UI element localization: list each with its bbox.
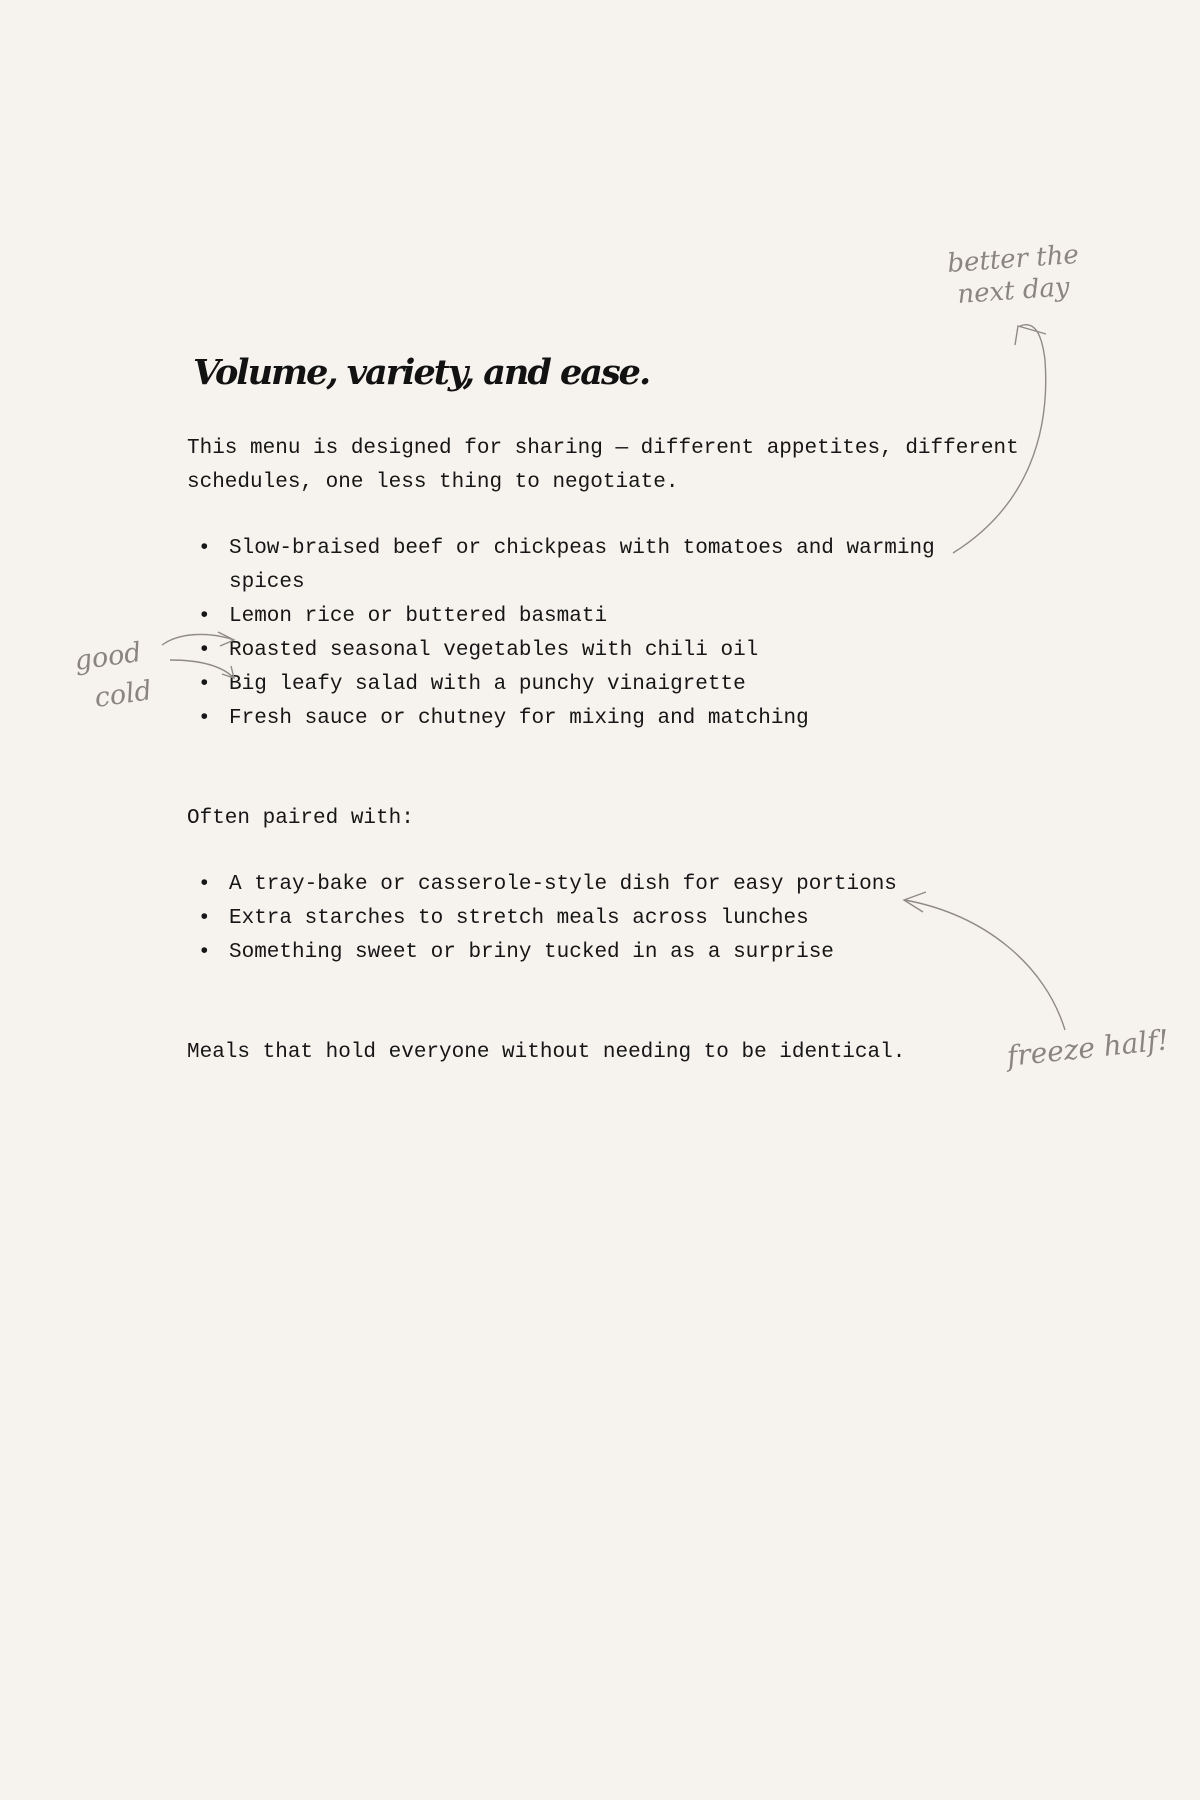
menu-list — [187, 532, 1047, 736]
paired-list — [187, 868, 1047, 970]
note-good-line2: cold — [92, 675, 154, 714]
paired-item: • A tray-bake or casserole-style dish for easy portions — [187, 868, 989, 902]
menu-item: • Roasted seasonal vegetables with chili oil — [187, 634, 989, 668]
note-better-line1: better the — [946, 239, 1080, 279]
menu-item: • Big leafy salad with a punchy vinaigrette — [187, 668, 989, 702]
menu-content — [187, 346, 1047, 1070]
menu-item: • Slow-braised beef or chickpeas with tomatoes and warming spices — [187, 532, 989, 600]
menu-item: • Lemon rice or buttered basmati — [187, 600, 989, 634]
intro-paragraph: This menu is designed for sharing — different appetites, different schedules, one less thing to negotiate. — [187, 437, 1019, 494]
note-better-line2: next day — [956, 272, 1071, 310]
paired-item: • Something sweet or briny tucked in as a surprise — [187, 936, 989, 970]
paired-lead: Often paired with: — [187, 807, 414, 830]
closing-line: Meals that hold everyone without needing to be identical. — [187, 1041, 906, 1064]
note-good-line1: good — [72, 636, 144, 677]
page-title: Volume, variety, and ease. — [193, 352, 650, 393]
paired-item: • Extra starches to stretch meals across lunches — [187, 902, 989, 936]
note-freeze: freeze half! — [1005, 1023, 1171, 1073]
menu-item: • Fresh sauce or chutney for mixing and matching — [187, 702, 989, 736]
arrowhead-better-icon — [1015, 326, 1046, 345]
